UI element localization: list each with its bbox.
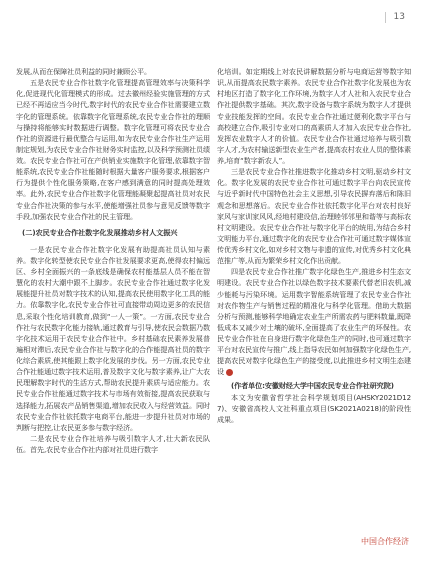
paragraph: 一是农民专业合作社数字化发展有助提高社员认知与素养。数字化转型使农民专业合作社发展要求更高,使得农村偏远区、乡村全面振兴的一条底线是确保农村能基层人员不能在智慧化的农村大潮中跟不上脚步。农民专业合作社通过数字化发展能提升社员对数字技术的认知,提高农民使用数字化工具的能力。依靠数字化,农民专业合作社可直接带动周边更多的农民信息,采取个性化培训教育,做到“一人一策”。一方面,农民专业合作社与农民数字化能力接轨,通过教育与引导,使农民会数据乃数字化技术运用于农民专业合作社中。乡村基础农民素养发展普遍相对滞后,农民专业合作社与数字化的合作能提高社员的数字化综合素质,使其能跟上数字化发展的步伐。另一方面,农民专业合作社能通过数字技术运用,普及数字文化与数字素养,让广大农民理解数字时代的生活方式,帮助农民提升素质与适应能力。农民专业合作社能通过数字技术与市场有效衔接,提高农民获取与选择能力,拓展农产品销售渠道,增加农民收入与经营效益。同时农民专业合作社依托数字电商平台,能进一步提升社员对市场的判断与把控,让农民更多参与数字经济。 [16, 244, 210, 432]
end-mark-icon [226, 369, 233, 376]
footer-journal-name: 中国合作经济 [361, 537, 409, 546]
paragraph: 二是农民专业合作社培养与吸引数字人才,壮大新农民队伍。首先,农民专业合作社内部对社员进行数字 [16, 433, 210, 454]
left-column [16, 66, 210, 455]
right-column [217, 66, 411, 425]
paragraph: 化培训。如定期线上对农民讲解数据分析与电商运营等数字知识,从而提高农民数字素养。农民专业合作社数字化发展也为农村地区打造了数字化工作环境,为数字人才人社和入农民专业合作社提供数字基础。其次,数字设备与数字系统为数字人才提供专业技能发挥的空间。农民专业合作社通过便利化数字平台与高校建立合作,吸引专业对口的高素质人才加入农民专业合作社,发挥农业数字人才的价值。农民专业合作社通过培养与吸引数字人才,为农村输送新型农业生产者,提高农村农业人员的整体素养,培育“数字新农人”。 [217, 67, 411, 165]
page-header [385, 10, 405, 24]
header-divider [385, 12, 386, 23]
paragraph: 五是农民专业合作社数字化管理提高管理效率与决策科学化,促进现代化管理模式的形成。过去徽州经验实施管理的方式已经不再适应当今时代,数字时代的农民专业合作社需要建立数字化的管理系统。依靠数字化管理系统,农民专业合作社的理顺与操持将能够实时数据进行调整。数字化管理可将农民专业合作社的资源进行最优整合与运用,如为农民专业合作社生产运用制定规划,为农民专业合作社财务实时监控,以及科学预测社员绩效。农民专业合作社可在产供销业实施数字化管理,依靠数字智能系统,农民专业合作社能随时根据大量客户服务要求,根据客户行为提供个性化服务策略,在客户感到满意的同时提高处理效率。此外,农民专业合作社数字化管理能凝聚起提高社员对农民专业合作社决策的参与水平,使能增强社员参与意见反馈等数字手段,加强农民专业合作社的民主管理。 [16, 78, 210, 221]
page-number: 13 [393, 12, 405, 22]
author-affiliation: (作者单位:安徽财经大学中国农民专业合作社研究院) [231, 380, 394, 390]
paragraph: 发展,从而在保障社员利益的同时兼顾公平。 [16, 67, 152, 76]
paragraph-last [217, 266, 411, 377]
paragraph: 三是农民专业合作社推进数字化推动乡村文明,驱动乡村文化。数字化发展的农民专业合作社可通过数字平台向农民宣传与近乎新时代中国特色社会主义思想,引导农民摒弃落后和陈旧观念和思想落后。农民专业合作社依托数字化平台对农村良好家风与家训家风风,经地村建设信,治理睦邻邻里和谐等与高标农村文明建设。农民专业合作社与数字化平台的统用,为结合乡村文明能力平台,通过数字化的农民专业合作社可通过数字媒体宣传优秀乡村文化,如对乡村文物与非遗的宣传,对优秀乡村文化典范推广等,从而为繁荣乡村文化作出贡献。 [217, 167, 411, 266]
paragraph-text: 四是农民专业合作社推广数字化绿色生产,推进乡村生态文明建设。农民专业合作社以绿色数字技术要素代替老旧农机,减少能耗与污染环境。运用数字智能系统管理了农民专业合作社对农作物生产与销售过程的精准化与科学化管理。借助大数据分析与预测,能够科学地确定农业生产所需农药与肥料数量,既降低成本又减少对土壤的破坏,全面提高了农业生产的环保性。农民专业合作社在自身进行数字化绿色生产的同时,也可通过数字平台对农民宣传与推广,线上指导农民如何加强数字化绿色生产,提高农民对数字化绿色生产的接受度,以此推进乡村文明生态建设 [217, 267, 411, 377]
section-heading: (二)农民专业合作社数字化发展推动乡村人文振兴 [22, 227, 178, 237]
funding-note: 本文为安徽省哲学社会科学规划项目(AHSKY2021D127)、安徽省高校人文社科重点项目(SK2021A0218)的阶段性成果。 [217, 392, 411, 424]
